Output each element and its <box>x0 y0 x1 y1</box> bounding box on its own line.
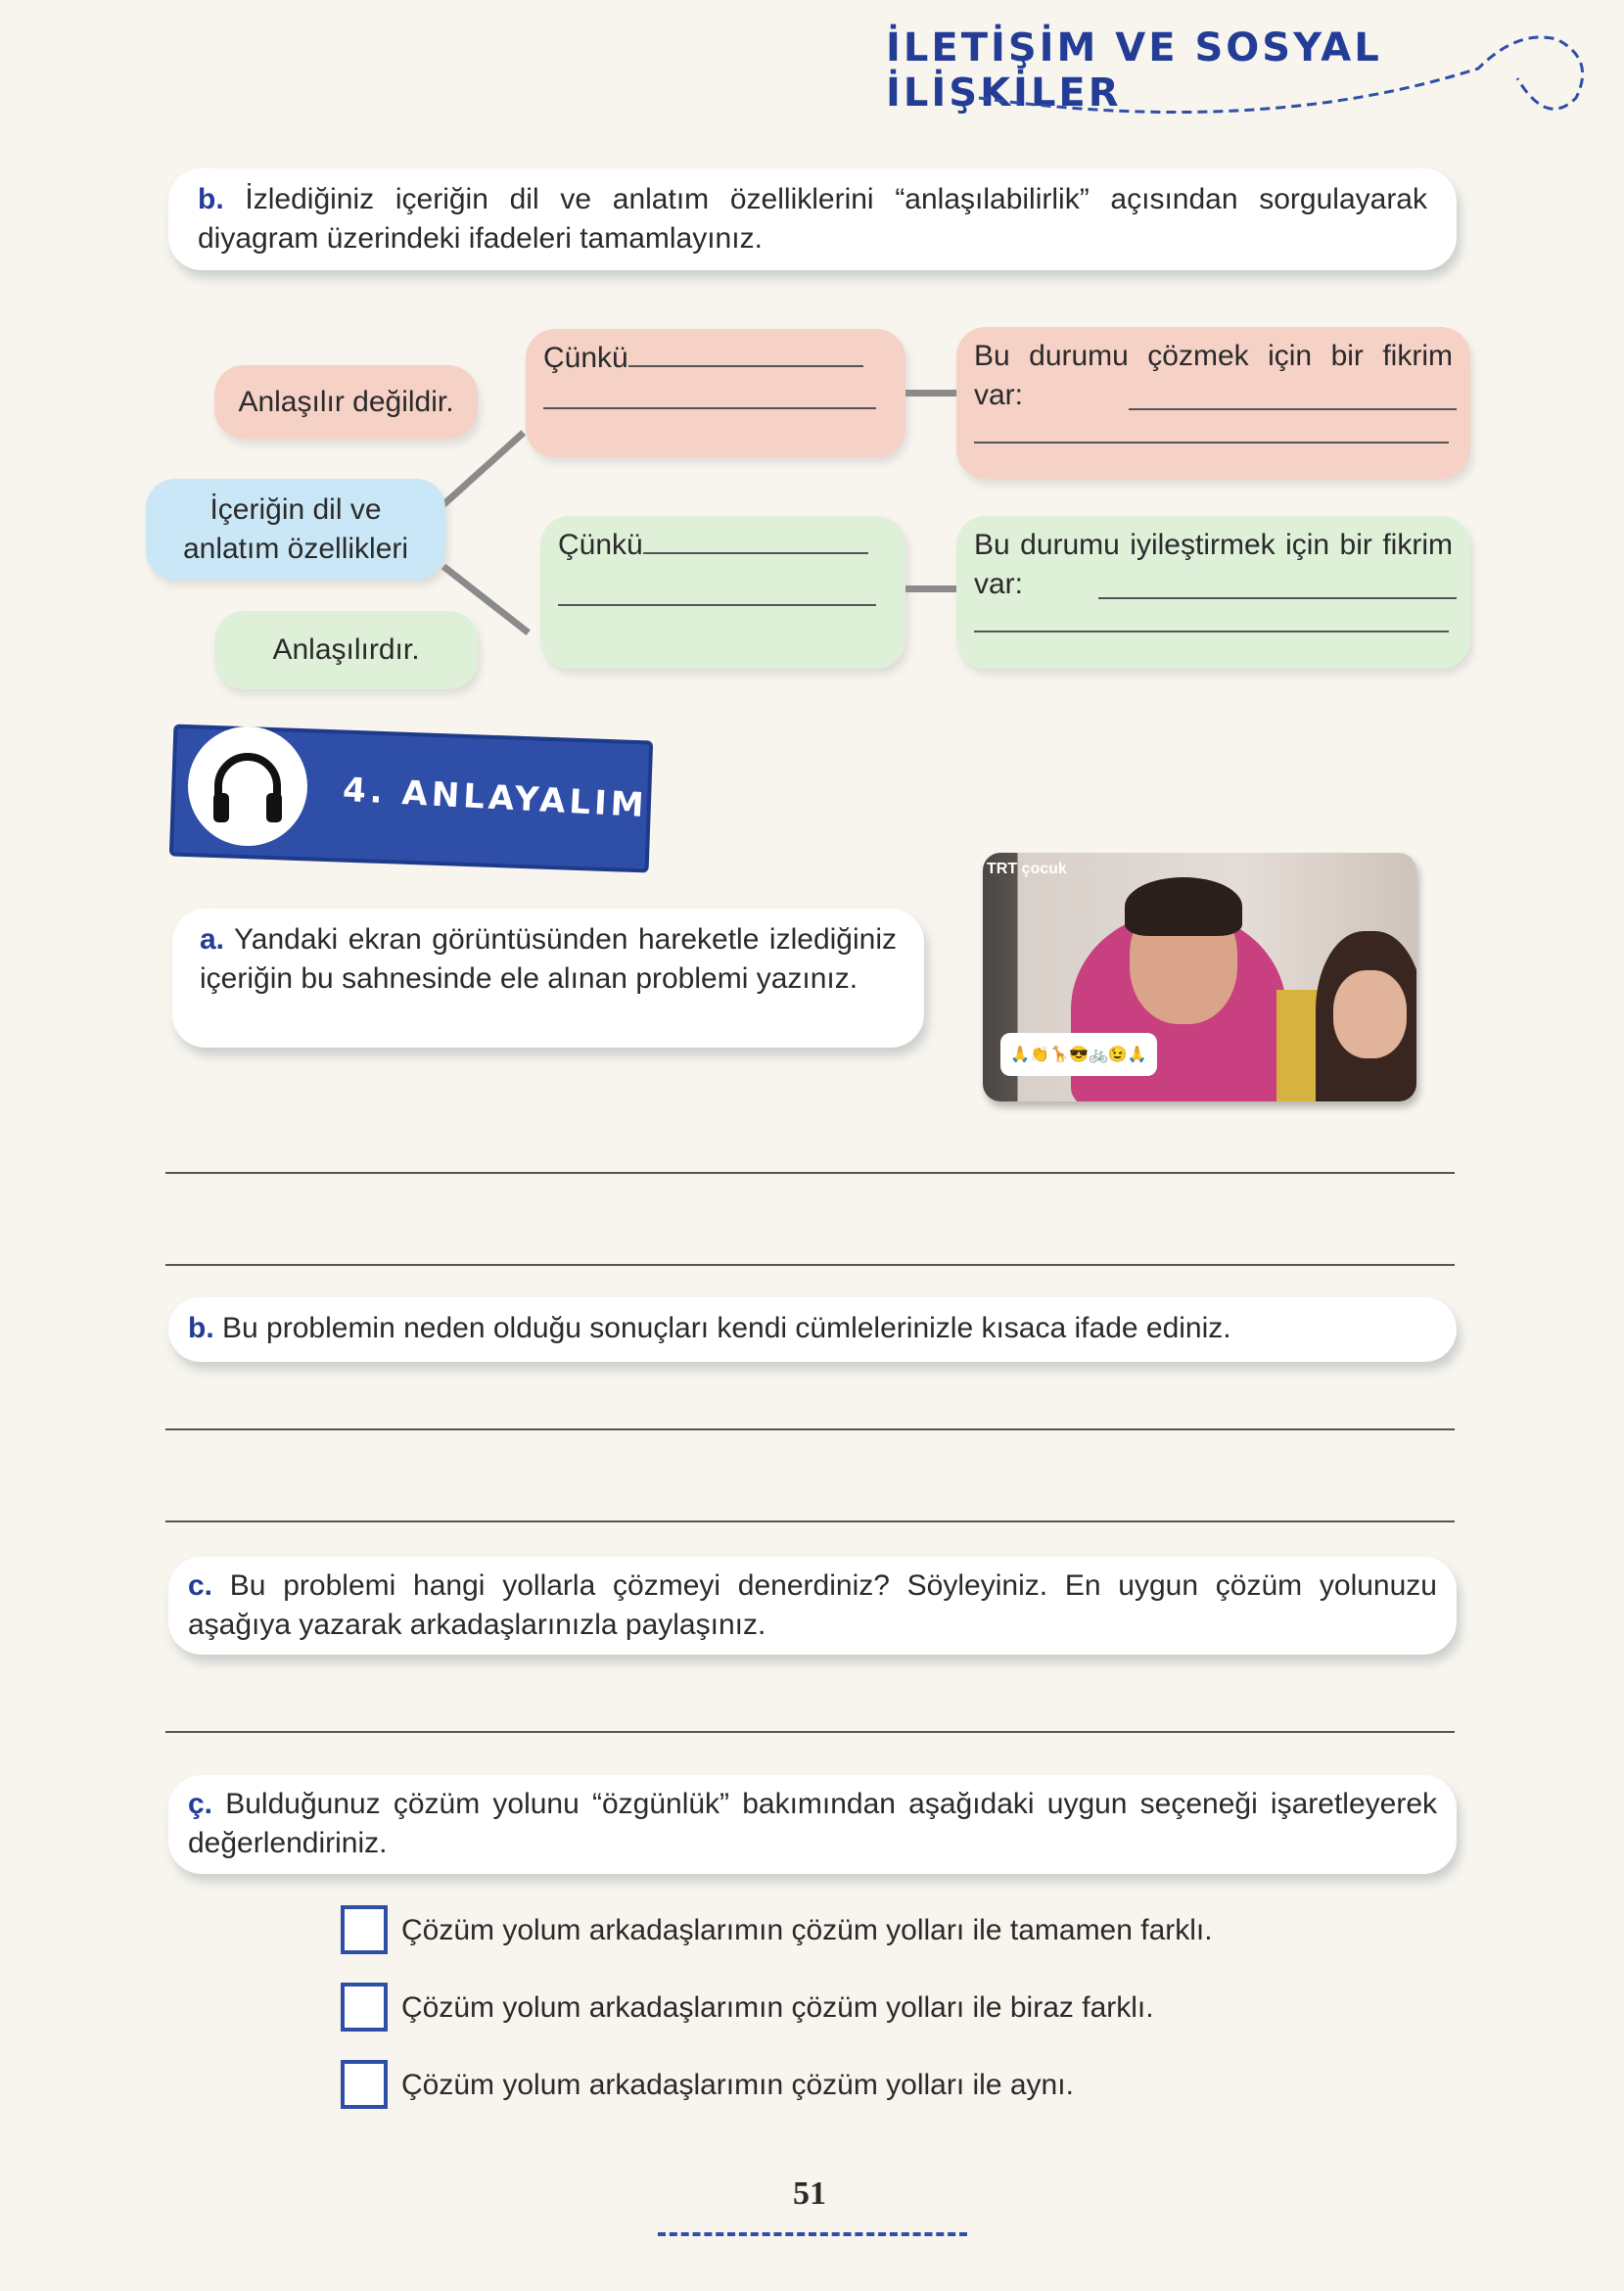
answer-blank[interactable] <box>558 604 876 606</box>
option-checkbox-3[interactable] <box>341 2060 388 2109</box>
node-not-understandable: Anlaşılır değildir. <box>214 365 478 439</box>
because-label: Çünkü <box>558 529 643 561</box>
channel-logo: TRT çocuk <box>987 861 1067 877</box>
answer-line[interactable] <box>165 1428 1455 1430</box>
connector-line <box>441 430 526 507</box>
question-cc <box>168 1775 1457 1874</box>
answer-blank[interactable] <box>974 442 1449 444</box>
question-text: Bu problemin neden olduğu sonuçları kendi cümlelerinizle kısaca ifade ediniz. <box>222 1312 1231 1344</box>
item-letter: ç. <box>188 1788 213 1820</box>
answer-blank[interactable] <box>643 552 868 554</box>
item-letter: b. <box>198 183 224 215</box>
question-a <box>172 909 924 1048</box>
connector-line <box>905 585 958 592</box>
improve-idea-text: Bu durumu iyileştirmek için bir fikrim var: <box>974 529 1453 600</box>
option-label: Çözüm yolum arkadaşlarımın çözüm yolları ile tamamen farklı. <box>401 1914 1213 1946</box>
answer-line[interactable] <box>165 1520 1455 1522</box>
item-letter: c. <box>188 1569 213 1602</box>
question-text: Yandaki ekran görüntüsünden hareketle izlediğiniz içeriğin bu sahnesinde ele alınan problemi yazınız. <box>200 923 897 995</box>
because-label: Çünkü <box>543 342 628 374</box>
scene-screenshot <box>983 853 1416 1101</box>
question-text: Bulduğunuz çözüm yolunu “özgünlük” bakımından aşağıdaki uygun seçeneği işaretleyerek değerlendiriniz. <box>188 1788 1438 1859</box>
answer-blank[interactable] <box>628 365 863 367</box>
node-content-features: İçeriğin dil ve anlatım özellikleri <box>146 479 445 580</box>
dashed-ribbon-decoration <box>969 20 1596 127</box>
instruction-text: İzlediğiniz içeriğin dil ve anlatım özelliklerini “anlaşılabilirlik” açısından sorgulayarak diyagram üzerindeki ifadeleri tamamlayınız. <box>198 183 1427 255</box>
page-number: 51 <box>793 2175 826 2212</box>
solve-idea-box <box>956 327 1470 479</box>
option-label: Çözüm yolum arkadaşlarımın çözüm yolları ile aynı. <box>401 2069 1074 2101</box>
page-number-decoration <box>658 2232 967 2236</box>
question-text: Bu problemi hangi yollarla çözmeyi denerdiniz? Söyleyiniz. En uygun çözüm yolunuzu aşağıya yazarak arkadaşlarınızla paylaşınız. <box>188 1569 1437 1641</box>
solve-idea-text: Bu durumu çözmek için bir fikrim var: <box>974 340 1453 411</box>
question-b <box>168 1297 1457 1362</box>
because-box-positive <box>540 516 905 669</box>
question-c <box>168 1557 1457 1655</box>
headphones-icon <box>188 726 307 846</box>
improve-idea-box <box>956 516 1470 669</box>
answer-line[interactable] <box>165 1264 1455 1266</box>
answer-blank[interactable] <box>974 631 1449 632</box>
item-letter: b. <box>188 1312 214 1344</box>
item-letter: a. <box>200 923 225 956</box>
emoji-caption: 🙏👏🦒😎🚲😉🙏 <box>1000 1033 1157 1076</box>
answer-blank[interactable] <box>1098 597 1457 599</box>
answer-line[interactable] <box>165 1731 1455 1733</box>
section-title: 4. ANLAYALIM <box>342 770 649 826</box>
node-understandable: Anlaşılırdır. <box>214 611 478 689</box>
answer-blank[interactable] <box>1129 408 1457 410</box>
unit-title: İLETİŞİM VE SOSYAL İLİŞKİLER <box>886 25 1382 116</box>
connector-line <box>905 390 958 397</box>
answer-blank[interactable] <box>543 407 876 409</box>
answer-line[interactable] <box>165 1172 1455 1174</box>
option-checkbox-1[interactable] <box>341 1905 388 1954</box>
instruction-b-diagram <box>168 168 1457 270</box>
option-label: Çözüm yolum arkadaşlarımın çözüm yolları ile biraz farklı. <box>401 1991 1154 2024</box>
option-checkbox-2[interactable] <box>341 1983 388 2032</box>
because-box-negative <box>526 329 905 457</box>
